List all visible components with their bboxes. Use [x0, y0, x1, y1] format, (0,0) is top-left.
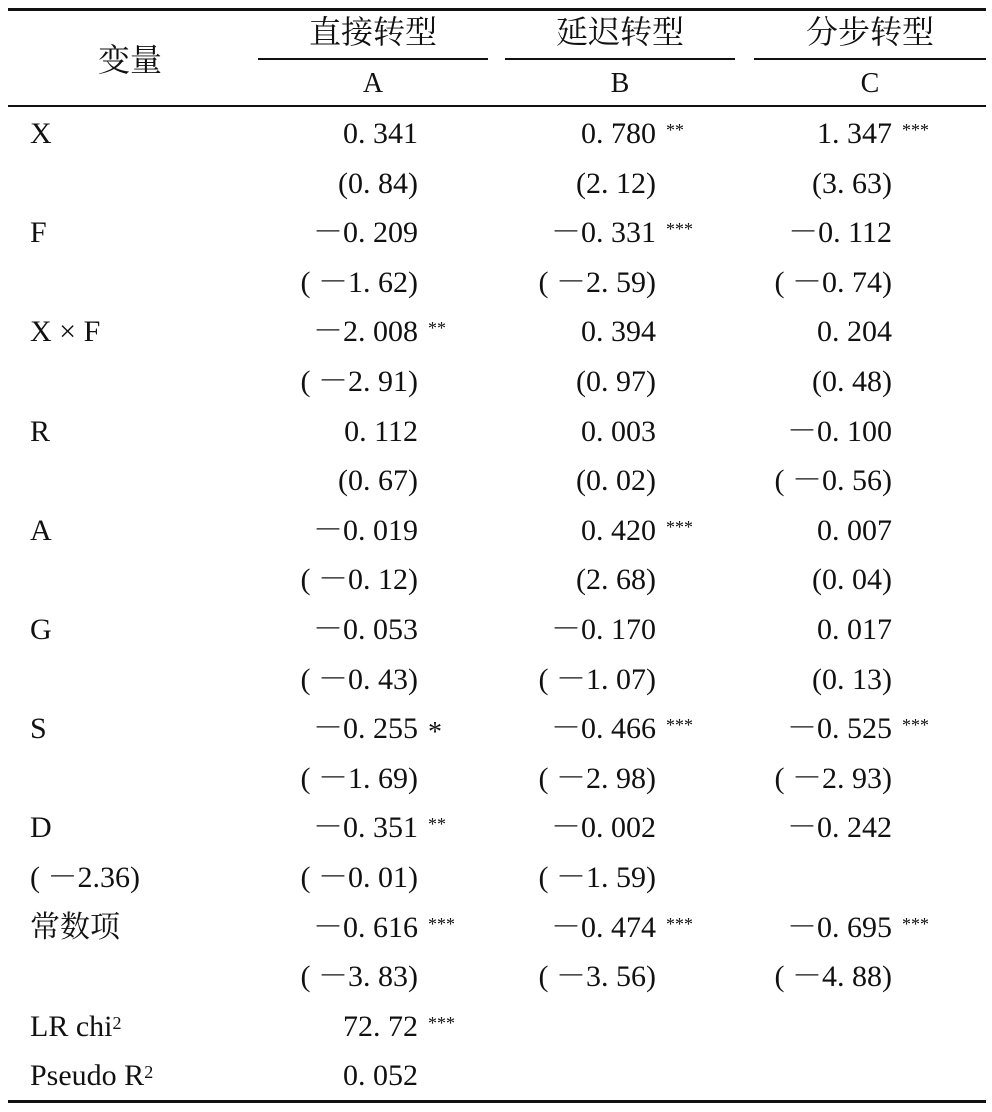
significance-marker-a: ** [428, 814, 446, 835]
cell-b: 0. 003 [581, 414, 656, 448]
row-label: A [30, 513, 52, 547]
cell-b: －0. 002 [551, 811, 656, 845]
row-label: G [30, 613, 52, 646]
significance-marker-b: *** [666, 715, 693, 736]
significance-marker-a: * [428, 717, 442, 749]
significance-marker-c: *** [902, 715, 929, 736]
group-rule-a [258, 58, 488, 60]
cell-b: (2. 12) [576, 166, 656, 200]
cell-b: －0. 170 [551, 613, 656, 646]
cell-a: ( －0. 12) [300, 563, 418, 597]
cell-b: (2. 68) [576, 563, 656, 597]
header-group-direct: 直接转型 [308, 14, 437, 50]
cell-c: (0. 48) [812, 365, 892, 398]
cell-c: 1. 347 [817, 117, 892, 150]
significance-marker-b: *** [666, 516, 693, 537]
cell-c: ( －2. 93) [774, 761, 892, 795]
row-label: X [30, 117, 52, 150]
cell-a: －0. 019 [313, 513, 418, 547]
cell-a: ( －3. 83) [300, 960, 418, 994]
header-variable: 变量 [98, 42, 163, 78]
cell-c: 0. 017 [817, 613, 892, 646]
row-label: S [30, 712, 47, 746]
row-label: D [30, 811, 52, 845]
cell-c: －0. 695 [787, 910, 892, 944]
header-col-b: B [610, 68, 630, 99]
cell-a: ( －0. 01) [300, 861, 418, 894]
cell-b: －0. 474 [551, 910, 656, 944]
cell-c: ( －0. 56) [774, 464, 892, 498]
row-label-superscript: 2 [112, 1012, 122, 1033]
cell-b: (0. 97) [576, 365, 656, 398]
cell-a: 72. 72 [343, 1009, 418, 1043]
cell-c: (3. 63) [812, 166, 892, 200]
cell-b: 0. 420 [581, 513, 656, 547]
cell-b: (0. 02) [576, 464, 656, 498]
row-label: F [30, 216, 47, 250]
cell-a: 0. 112 [344, 414, 418, 448]
significance-marker-a: *** [428, 1012, 455, 1033]
cell-c: －0. 242 [787, 811, 892, 845]
cell-c: －0. 525 [787, 712, 892, 746]
cell-c: (0. 04) [812, 563, 892, 597]
significance-marker-a: ** [428, 318, 446, 339]
cell-a: 0. 052 [343, 1059, 418, 1093]
significance-marker-c: *** [902, 913, 929, 934]
cell-a: ( －0. 43) [300, 662, 418, 696]
cell-b: ( －1. 07) [538, 662, 656, 696]
row-label: Pseudo $R^2$ [30, 1059, 154, 1093]
cell-a: ( －2. 91) [300, 365, 418, 398]
significance-marker-b: ** [666, 120, 684, 140]
header-bottom-rule [8, 105, 986, 107]
cell-c: －0. 100 [787, 414, 892, 448]
cell-c: ( －4. 88) [774, 960, 892, 994]
cell-b: ( －1. 59) [538, 861, 656, 894]
header-group-stepwise: 分步转型 [805, 14, 934, 50]
cell-a: －0. 351 [313, 811, 418, 845]
cell-b: ( －2. 98) [538, 761, 656, 795]
cell-a: －0. 616 [313, 910, 418, 944]
cell-c: －0. 112 [788, 216, 892, 250]
row-label: LR chi$^2$ [30, 1009, 122, 1043]
significance-marker-a: *** [428, 913, 455, 934]
header-col-a: A [362, 68, 384, 99]
cell-b: ( －3. 56) [538, 960, 656, 994]
cell-c: 0. 204 [817, 315, 892, 349]
cell-c: (0. 13) [812, 662, 892, 696]
cell-b: 0. 394 [581, 315, 656, 349]
significance-marker-b: *** [666, 219, 693, 240]
row-label: 常数项 [30, 910, 120, 944]
row-label: R [30, 414, 51, 448]
cell-c: 0. 007 [817, 513, 892, 547]
cell-a: (0. 67) [338, 464, 418, 498]
cell-a: －0. 209 [313, 216, 418, 250]
table-top-rule [8, 8, 986, 11]
cell-c: ( －0. 74) [774, 265, 892, 299]
significance-marker-c: *** [902, 120, 929, 140]
cell-b: 0. 780 [581, 117, 656, 150]
cell-b: －0. 331 [551, 216, 656, 250]
cell-a: －2. 008 [313, 315, 418, 349]
cell-a: ( －1. 62) [300, 265, 418, 299]
cell-b: ( －2. 59) [538, 265, 656, 299]
group-rule-b [505, 58, 735, 60]
table-bottom-rule [8, 1100, 986, 1103]
header-group-delayed: 延迟转型 [555, 14, 684, 50]
cell-a: ( －1. 69) [300, 761, 418, 795]
row-label: ( －2.36) [30, 861, 140, 894]
header-col-c: C [860, 68, 880, 99]
cell-a: －0. 255 [313, 712, 418, 746]
row-label: X × F [30, 315, 101, 349]
cell-a: －0. 053 [313, 613, 418, 646]
cell-a: (0. 84) [338, 166, 418, 200]
row-label-superscript: 2 [144, 1062, 154, 1083]
significance-marker-b: *** [666, 913, 693, 934]
cell-b: －0. 466 [551, 712, 656, 746]
group-rule-c [754, 58, 986, 60]
cell-a: 0. 341 [343, 117, 418, 150]
